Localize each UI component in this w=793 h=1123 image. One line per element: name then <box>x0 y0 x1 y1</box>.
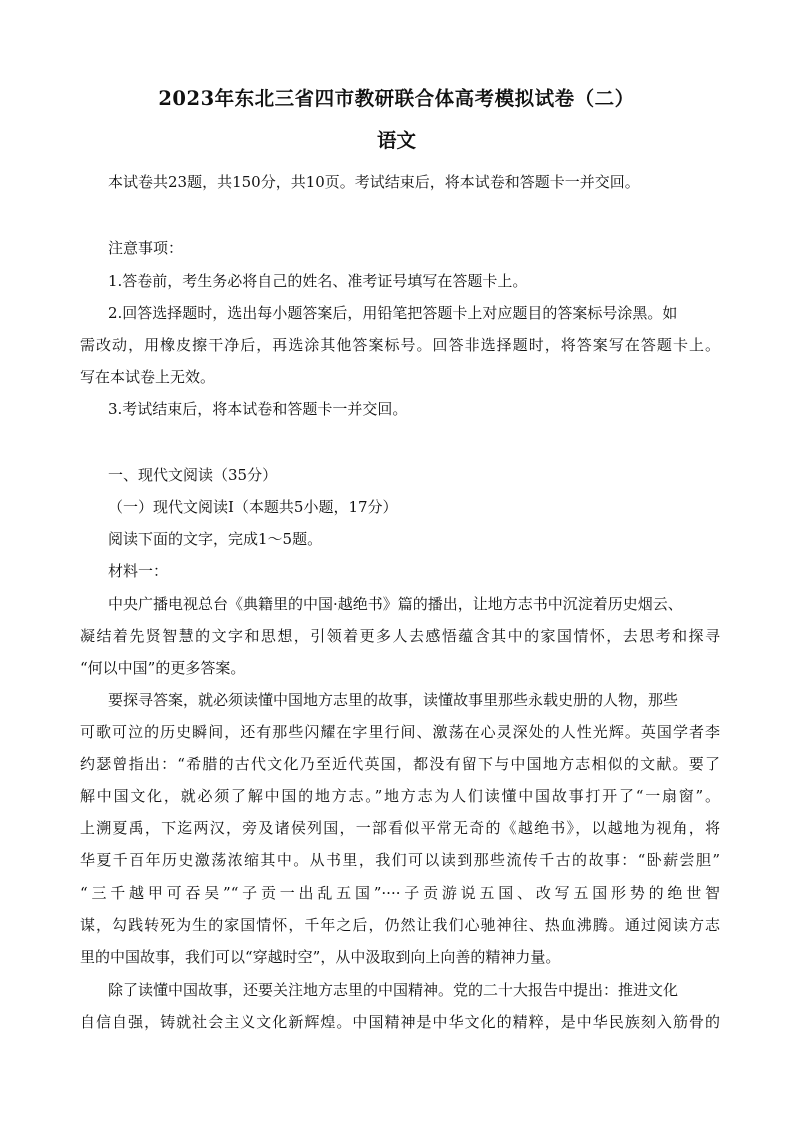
subject-title: 语文 <box>376 129 416 152</box>
exam-title: 2023年东北三省四市教研联合体高考模拟试卷（二） <box>158 87 635 110</box>
passage-line: 解中国文化，就必须了解中国的地方志。”地方志为人们读懂中国故事打开了“一扇窗”。 <box>80 787 720 805</box>
passage-line: 凝结着先贤智慧的文字和思想，引领着更多人去感悟蕴含其中的家国情怀，去思考和探寻 <box>80 627 720 645</box>
notice-item-2-line-3: 写在本试卷上无效。 <box>80 368 216 386</box>
notice-heading: 注意事项： <box>108 239 184 257</box>
passage-line: 中央广播电视总台《典籍里的中国·越绝书》篇的播出，让地方志书中沉淀着历史烟云、 <box>108 595 683 613</box>
notice-item-3: 3.考试结束后，将本试卷和答题卡一并交回。 <box>108 400 408 418</box>
passage-line: 除了读懂中国故事，还要关注地方志里的中国精神。党的二十大报告中提出：推进文化 <box>108 981 679 999</box>
passage-line: 里的中国故事，我们可以“穿越时空”，从中汲取到向上向善的精神力量。 <box>80 948 561 966</box>
notice-item-2-line-2: 需改动，用橡皮擦干净后，再选涂其他答案标号。回答非选择题时，将答案写在答题卡上。 <box>80 336 720 354</box>
passage-line: “何以中国”的更多答案。 <box>80 659 246 677</box>
intro-text: 本试卷共23题，共150分，共10页。考试结束后，将本试卷和答题卡一并交回。 <box>108 173 640 191</box>
passage-line: “三千越甲可吞吴”“子贡一出乱五国”····子贡游说五国、改写五国形势的绝世智 <box>80 884 720 902</box>
passage-line: 上溯夏禹，下迄两汉，旁及诸侯列国，一部看似平常无奇的《越绝书》，以越地为视角，将 <box>80 819 720 837</box>
passage-line: 华夏千百年历史激荡浓缩其中。从书里，我们可以读到那些流传千古的故事：“卧薪尝胆” <box>80 851 720 869</box>
section-sub-heading: （一）现代文阅读Ⅰ（本题共5小题，17分） <box>108 498 398 516</box>
passage-line: 自信自强，铸就社会主义文化新辉煌。中国精神是中华文化的精粹，是中华民族刻入筋骨的 <box>80 1013 720 1031</box>
material-label: 材料一： <box>108 562 169 580</box>
passage-line: 约瑟曾指出：“希腊的古代文化乃至近代英国，都没有留下与中国地方志相似的文献。要了 <box>80 755 720 773</box>
section-instruction: 阅读下面的文字，完成1～5题。 <box>108 530 323 548</box>
notice-item-1: 1.答卷前，考生务必将自己的姓名、准考证号填写在答题卡上。 <box>108 272 528 290</box>
passage-line: 谋，勾践转死为生的家国情怀，千年之后，仍然让我们心驰神往、热血沸腾。通过阅读方志 <box>80 916 720 934</box>
notice-item-2-line-1: 2.回答选择题时，选出每小题答案后，用铅笔把答题卡上对应题目的答案标号涂黑。如 <box>108 304 678 322</box>
passage-line: 要探寻答案，就必须读懂中国地方志里的故事，读懂故事里那些永载史册的人物，那些 <box>108 691 679 709</box>
passage-line: 可歌可泣的历史瞬间，还有那些闪耀在字里行间、激荡在心灵深处的人性光辉。英国学者李 <box>80 723 720 741</box>
section-heading: 一、现代文阅读（35分） <box>108 466 278 484</box>
